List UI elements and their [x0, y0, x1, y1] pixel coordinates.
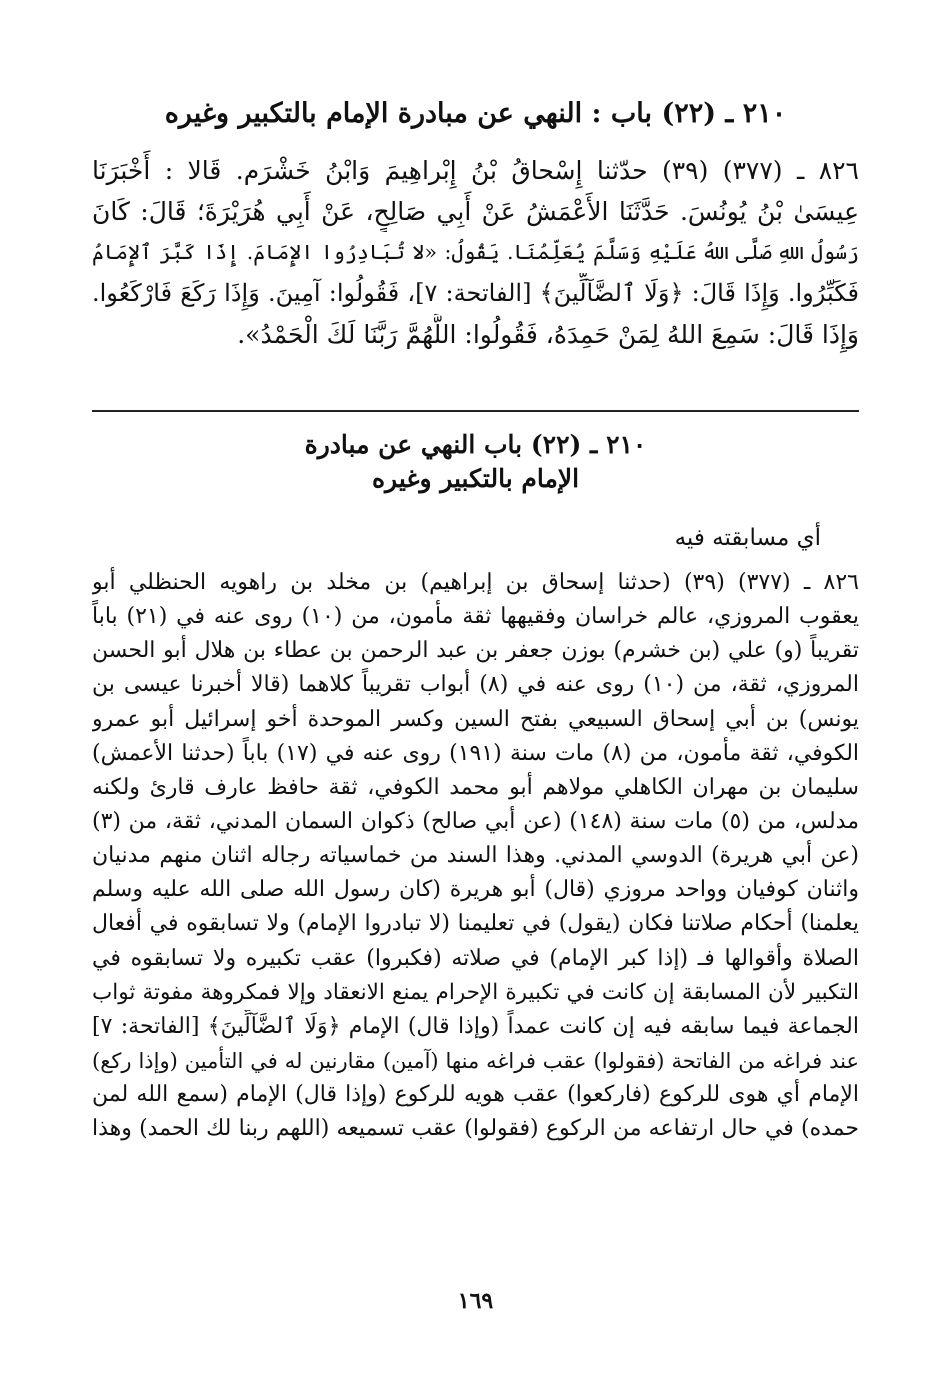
hadith-line: فَكَبِّرُوا. وَإِذَا قَالَ: ﴿وَلَا ٱلضَّآلِّينَ﴾ [الفاتحة: ٧]، فَقُولُوا: آمِينَ. وَإِذَا رَكَعَ فَارْكَعُوا.	[92, 279, 859, 307]
commentary-line: حمده) في حال ارتفاعه من الركوع (فقولوا) عقب تسميعه (اللهم ربنا لك الحمد) وهذا	[92, 1116, 859, 1142]
commentary-line: واثنان كوفيان وواحد مروزي (قال) أبو هريرة (كان رسول الله صلى الله عليه وسلم	[92, 877, 859, 903]
intro-text: أي مسابقته فيه	[674, 525, 821, 551]
chapter-heading: ٢١٠ ـ (٢٢) باب : النهي عن مبادرة الإمام بالتكبير وغيره	[164, 98, 787, 129]
commentary-heading-line: الإمام بالتكبير وغيره	[371, 464, 580, 493]
commentary-line: سليمان بن مهران الكاهلي مولاهم أبو محمد الكوفي، ثقة حافظ عارف قارئ ولكنه	[92, 774, 859, 800]
commentary-line: (عن أبي هريرة) الدوسي المدني. وهذا السند من خماسياته رجاله اثنان منهم مدنيان	[92, 843, 859, 869]
commentary-line: التكبير لأن المسابقة إن كانت في تكبيرة الإحرام يمنع الانعقاد وإلا فمكروهة مفوتة ثواب	[92, 979, 859, 1005]
commentary-line: الصلاة وأقوالها فـ (إذا كبر الإمام) في صلاته (فكبروا) عقب تكبيره ولا تسابقوه في	[92, 945, 859, 971]
commentary-heading-line: ٢١٠ ـ (٢٢) باب النهي عن مبادرة	[304, 430, 647, 459]
hadith-text	[92, 150, 859, 355]
commentary-line: الإمام أي هوى للركوع (فاركعوا) عقب هويه للركوع (وإذا قال) الإمام (سمع الله لمن	[92, 1082, 859, 1108]
commentary-line: يعلمنا) أحكام صلاتنا فكان (يقول) في تعليمنا (لا تبادروا الإمام) ولا تسابقوه في أفعال	[92, 911, 859, 937]
commentary-line: المروزي، ثقة، من (١٠) روى عنه في (٨) أبواب تقريباً كلاهما (قالا أخبرنا عيسى بن	[92, 672, 859, 698]
commentary-line: مدلس، من (٥) مات سنة (١٤٨) (عن أبي صالح) ذكوان السمان المدني، ثقة، من (٣)	[92, 808, 859, 834]
commentary-heading	[200, 428, 751, 496]
commentary-line: الجماعة فيما سابقه فيه إن كانت عمداً (وإذا قال) الإمام ﴿وَلَا ٱلضَّآلِّينَ﴾ [الفاتحة: ٧]	[92, 1013, 859, 1039]
hadith-line: وَإِذَا قَالَ: سَمِعَ اللهُ لِمَنْ حَمِدَهُ، فَقُولُوا: اللَّهُمَّ رَبَّنَا لَكَ الْحَمْدُ».	[237, 320, 859, 349]
commentary-line: يعقوب المروزي، عالم خراسان وفقيهها ثقة مأمون، من (١٠) روى عنه في (٢١) باباً	[92, 604, 859, 630]
hadith-line: عِيسَىٰ بْنُ يُونُسَ. حَدَّثَنَا الأَعْمَشُ عَنْ أَبِي صَالِحٍ، عَنْ أَبِي هُرَيْرَةَ؛ قَالَ: كَانَ	[92, 197, 859, 226]
commentary-line: ٨٢٦ ـ (٣٧٧) (٣٩) (حدثنا إسحاق بن إبراهيم) بن مخلد بن راهويه الحنظلي أبو	[92, 570, 859, 595]
commentary-line: تقريباً (و) علي (بن خشرم) بوزن جعفر بن عبد الرحمن بن عطاء بن هلال أبو الحسن	[92, 638, 859, 664]
hadith-line: رَسُولُ اللهِ صَلَّى اللهُ عَلَيْهِ وَسَلَّمَ يُعَلِّمُنَا. يَقُولُ: «لا تُبَادِرُوا الإِمَامَ. إِذَا كَبَّرَ ٱلإِمَامُ	[92, 240, 859, 264]
hadith-line: ٨٢٦ ـ (٣٧٧) (٣٩) حدّثنا إِسْحاقُ بْنُ إِبْراهِيمَ وَابْنُ خَشْرَم. قَالا : أَخْبَرَنَا	[92, 156, 859, 185]
commentary-line: يونس) بن أبي إسحاق السبيعي بفتح السين وكسر الموحدة أخو إسرائيل أبو عمرو	[92, 706, 859, 732]
section-divider	[92, 410, 859, 412]
page-number: ١٦٩	[457, 1288, 494, 1314]
commentary-line: الكوفي، ثقة مأمون، من (٨) مات سنة (١٩١) روى عنه في (١٧) باباً (حدثنا الأعمش)	[92, 740, 859, 766]
commentary-line: عند فراغه من الفاتحة (فقولوا) عقب فراغه منها (آمين) مقارنين له في التأمين (وإذا ركع)	[92, 1048, 859, 1073]
commentary-text	[92, 566, 859, 1146]
